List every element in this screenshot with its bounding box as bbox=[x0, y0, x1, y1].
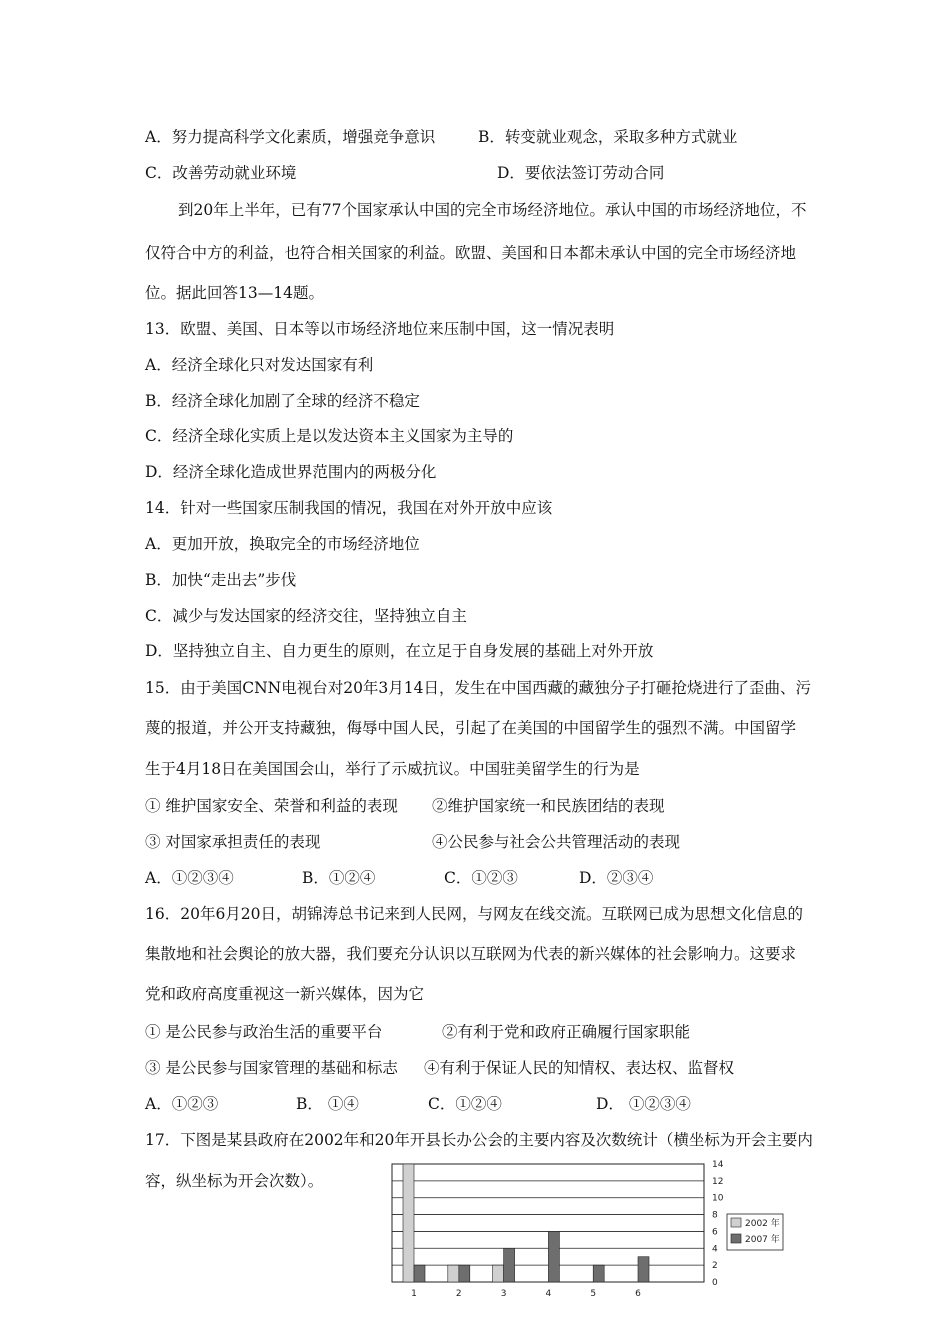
legend-swatch bbox=[731, 1234, 741, 1243]
y-tick-label: 10 bbox=[712, 1193, 724, 1204]
material-paragraph: 到20年上半年，已有77个国家承认中国的完全市场经济地位。承认中国的市场经济地位，不 bbox=[178, 201, 807, 219]
y-tick-label: 12 bbox=[712, 1176, 724, 1187]
y-tick-label: 2 bbox=[712, 1261, 718, 1272]
x-tick-label: 6 bbox=[635, 1289, 641, 1299]
q16-stem: 16．20年6月20日，胡锦涛总书记来到人民网，与网友在线交流。互联网已成为思想文化信息的 bbox=[145, 905, 804, 923]
legend-swatch bbox=[731, 1218, 741, 1227]
q15-option-a: A．①②③④ bbox=[145, 869, 234, 887]
q16-choice-4: ④有利于保证人民的知情权、表达权、监督权 bbox=[424, 1059, 735, 1077]
q15-option-d: D．②③④ bbox=[579, 869, 654, 887]
x-tick-label: 2 bbox=[455, 1289, 462, 1299]
q17-stem: 17．下图是某县政府在2002年和20年开县长办公会的主要内容及次数统计（横坐标为开会主要内 bbox=[145, 1131, 813, 1149]
q17-stem-line: 容，纵坐标为开会次数）。 bbox=[145, 1172, 324, 1190]
bar bbox=[448, 1265, 459, 1282]
y-tick-label: 4 bbox=[712, 1244, 718, 1255]
q13-option-a: A．经济全球化只对发达国家有利 bbox=[145, 356, 374, 374]
x-tick-label: 1 bbox=[411, 1289, 417, 1299]
q15-choice-2: ②维护国家统一和民族团结的表现 bbox=[432, 797, 665, 815]
q16-stem-line: 党和政府高度重视这一新兴媒体，因为它 bbox=[145, 985, 425, 1003]
q15-choice-4: ④公民参与社会公共管理活动的表现 bbox=[432, 833, 681, 851]
q14-option-d: D．坚持独立自主、自力更生的原则，在立足于自身发展的基础上对外开放 bbox=[145, 642, 654, 660]
y-tick-label: 14 bbox=[712, 1160, 724, 1170]
bar bbox=[593, 1265, 604, 1282]
q15-choice-3: ③ 对国家承担责任的表现 bbox=[145, 833, 321, 851]
y-tick-label: 8 bbox=[712, 1210, 718, 1221]
q13-option-d: D．经济全球化造成世界范围内的两极分化 bbox=[145, 463, 437, 481]
bar bbox=[638, 1257, 649, 1282]
q14-option-b: B．加快“走出去”步伐 bbox=[145, 571, 297, 589]
y-tick-label: 6 bbox=[712, 1227, 718, 1238]
q16-choice-1: ① 是公民参与政治生活的重要平台 bbox=[145, 1023, 383, 1041]
q16-choice-2: ②有利于党和政府正确履行国家职能 bbox=[442, 1023, 691, 1041]
q16-option-b: B． ①④ bbox=[296, 1095, 359, 1113]
legend-label: 2007 年 bbox=[745, 1235, 780, 1245]
q16-stem-line: 集散地和社会舆论的放大器，我们要充分认识以互联网为代表的新兴媒体的社会影响力。这要求 bbox=[145, 945, 797, 963]
q14-option-c: C．减少与发达国家的经济交往，坚持独立自主 bbox=[145, 607, 467, 625]
x-tick-label: 3 bbox=[500, 1289, 507, 1299]
q15-stem-line: 蔑的报道，并公开支持藏独，侮辱中国人民，引起了在美国的中国留学生的强烈不满。中国留学 bbox=[145, 719, 797, 737]
material-paragraph-line: 仅符合中方的利益，也符合相关国家的利益。欧盟、美国和日本都未承认中国的完全市场经济地 bbox=[145, 244, 797, 262]
q15-choice-1: ① 维护国家安全、荣誉和利益的表现 bbox=[145, 797, 398, 815]
x-tick-label: 5 bbox=[590, 1289, 597, 1299]
q12-option-d: D．要依法签订劳动合同 bbox=[497, 164, 665, 182]
q14-option-a: A．更加开放，换取完全的市场经济地位 bbox=[145, 535, 420, 553]
q16-option-a: A．①②③ bbox=[145, 1095, 219, 1113]
meeting-count-bar-chart bbox=[372, 1156, 792, 1306]
bar bbox=[403, 1164, 414, 1282]
y-tick-label: 0 bbox=[712, 1278, 718, 1288]
q13-option-c: C．经济全球化实质上是以发达资本主义国家为主导的 bbox=[145, 427, 514, 445]
material-paragraph-line: 位。据此回答13—14题。 bbox=[145, 284, 324, 302]
q15-stem-line: 生于4月18日在美国国会山，举行了示威抗议。中国驻美留学生的行为是 bbox=[145, 760, 640, 778]
q14-stem: 14．针对一些国家压制我国的情况，我国在对外开放中应该 bbox=[145, 499, 553, 517]
q13-option-b: B．经济全球化加剧了全球的经济不稳定 bbox=[145, 392, 420, 410]
bar bbox=[493, 1265, 504, 1282]
q15-option-b: B．①②④ bbox=[302, 869, 376, 887]
q12-option-b: B．转变就业观念，采取多种方式就业 bbox=[478, 128, 738, 146]
q15-option-c: C．①②③ bbox=[444, 869, 518, 887]
q16-option-d: D． ①②③④ bbox=[596, 1095, 691, 1113]
bar bbox=[414, 1265, 425, 1282]
q12-option-a: A．努力提高科学文化素质，增强竞争意识 bbox=[145, 128, 436, 146]
q13-stem: 13．欧盟、美国、日本等以市场经济地位来压制中国，这一情况表明 bbox=[145, 320, 615, 338]
q16-option-c: C．①②④ bbox=[428, 1095, 502, 1113]
q16-choice-3: ③ 是公民参与国家管理的基础和标志 bbox=[145, 1059, 398, 1077]
x-tick-label: 4 bbox=[545, 1289, 552, 1299]
bar bbox=[459, 1265, 470, 1282]
q15-stem: 15．由于美国CNN电视台对20年3月14日，发生在中国西藏的藏独分子打砸抢烧进行了歪曲、污 bbox=[145, 679, 812, 697]
bar bbox=[504, 1248, 515, 1282]
q12-option-c: C．改善劳动就业环境 bbox=[145, 164, 297, 182]
legend-label: 2002 年 bbox=[745, 1219, 780, 1229]
plot-frame bbox=[392, 1164, 704, 1282]
bar bbox=[548, 1231, 559, 1282]
